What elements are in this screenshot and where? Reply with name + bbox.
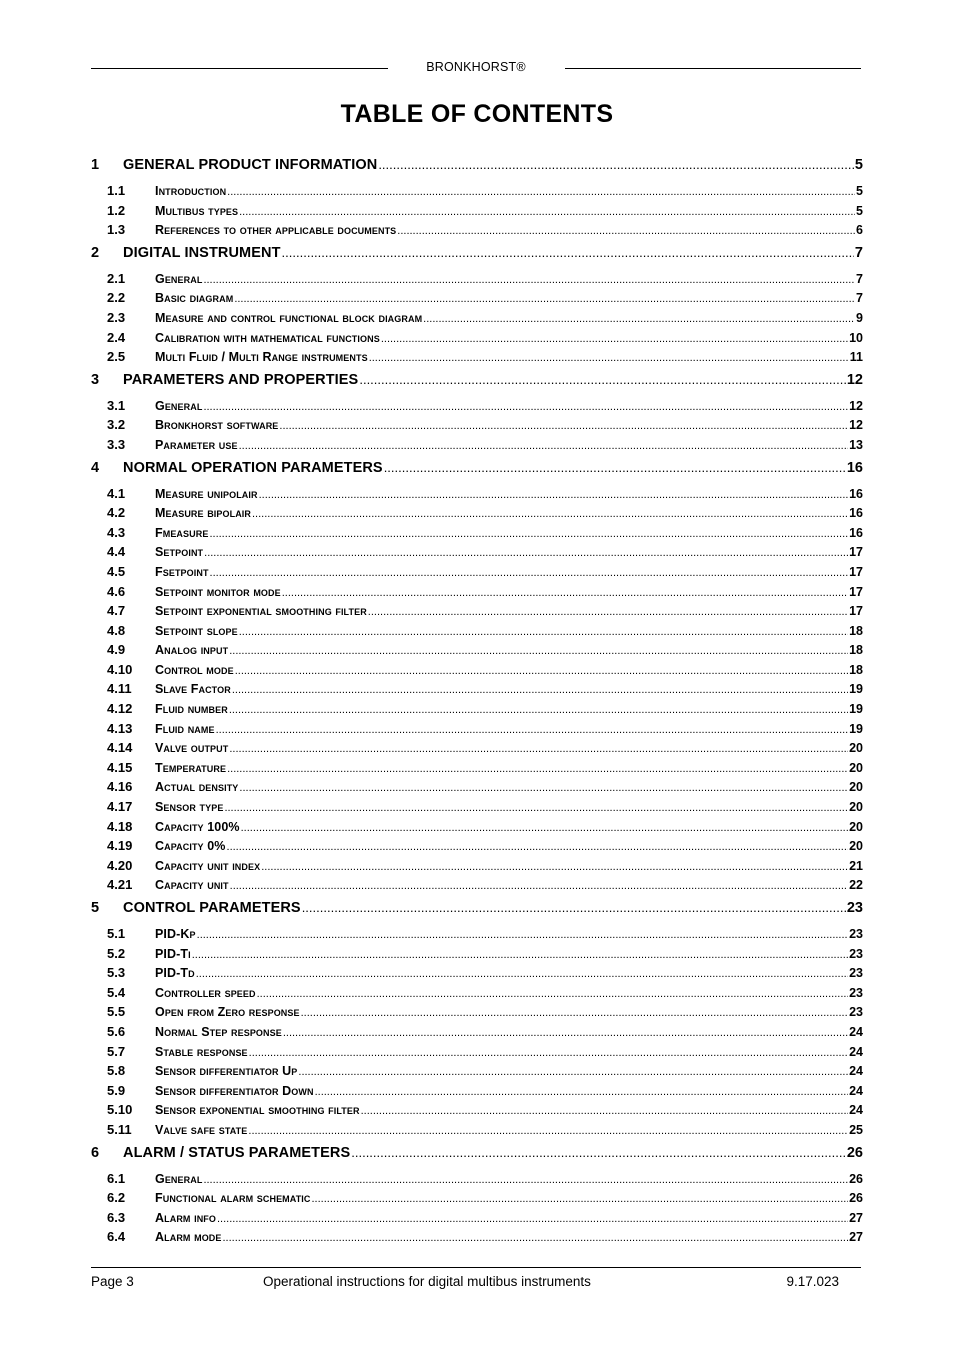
toc-section-entry[interactable] bbox=[91, 398, 863, 418]
toc-dot-leader bbox=[209, 528, 848, 540]
toc-entry-title: Temperature bbox=[155, 760, 227, 775]
toc-entry-number: 4.6 bbox=[107, 583, 126, 599]
toc-entry-title: General bbox=[155, 398, 203, 413]
toc-dot-leader bbox=[298, 1066, 848, 1078]
toc-section-entry[interactable] bbox=[91, 838, 863, 858]
toc-entry-title: Alarm mode bbox=[155, 1230, 222, 1245]
toc-entry-title: Multibus types bbox=[155, 203, 239, 218]
toc-entry-page-number: 17 bbox=[849, 584, 863, 599]
toc-entry-title: PID-Kp bbox=[155, 927, 196, 941]
toc-dot-leader bbox=[302, 900, 846, 915]
toc-entry-number: 4.21 bbox=[107, 877, 133, 893]
footer-document-title: Operational instructions for digital multibus instruments bbox=[263, 1274, 591, 1289]
toc-dot-leader bbox=[282, 587, 848, 599]
toc-entry-title: Sensor differentiator Down bbox=[155, 1083, 314, 1098]
toc-entry-number: 5.1 bbox=[107, 926, 126, 941]
toc-section-entry[interactable] bbox=[91, 417, 863, 437]
toc-dot-leader bbox=[227, 841, 849, 853]
toc-dot-leader bbox=[261, 861, 848, 873]
toc-entry-title: ALARM / STATUS PARAMETERS bbox=[123, 1144, 351, 1161]
toc-entry-page-number: 23 bbox=[849, 1005, 863, 1020]
toc-entry-number: 3.1 bbox=[107, 397, 126, 413]
toc-dot-leader bbox=[369, 352, 849, 364]
toc-entry-page-number: 10 bbox=[849, 330, 863, 345]
toc-entry-title: PID-Ti bbox=[155, 946, 191, 961]
toc-entry-title: Valve safe state bbox=[155, 1122, 248, 1137]
toc-entry-page-number: 27 bbox=[849, 1210, 863, 1225]
toc-entry-page-number: 17 bbox=[849, 545, 863, 560]
toc-entry-page-number: 20 bbox=[849, 741, 863, 756]
toc-entry-title: Measure unipolair bbox=[155, 486, 258, 501]
toc-dot-leader bbox=[368, 606, 848, 618]
toc-entry-number: 2.3 bbox=[107, 309, 126, 325]
toc-section-entry[interactable] bbox=[91, 1122, 863, 1142]
toc-entry-page-number: 12 bbox=[846, 371, 863, 388]
toc-entry-number: 4.1 bbox=[107, 485, 126, 501]
toc-entry-page-number: 26 bbox=[846, 1144, 863, 1161]
toc-entry-page-number: 12 bbox=[849, 418, 863, 433]
toc-entry-page-number: 7 bbox=[856, 271, 863, 286]
toc-dot-leader bbox=[192, 949, 848, 961]
toc-entry-page-number: 5 bbox=[856, 184, 863, 198]
toc-entry-number: 5.3 bbox=[107, 965, 126, 981]
toc-entry-page-number: 23 bbox=[849, 985, 863, 1000]
toc-entry-page-number: 22 bbox=[849, 878, 863, 893]
toc-dot-leader bbox=[196, 968, 848, 980]
toc-entry-page-number: 23 bbox=[849, 927, 863, 941]
toc-entry-title: Setpoint monitor mode bbox=[155, 584, 281, 599]
toc-section-entry[interactable] bbox=[91, 203, 863, 223]
toc-entry-title: Setpoint slope bbox=[155, 623, 238, 638]
toc-section-entry[interactable] bbox=[91, 525, 863, 545]
toc-dot-leader bbox=[229, 645, 848, 657]
toc-entry-page-number: 7 bbox=[854, 244, 863, 261]
toc-entry-title: Measure and control functional block diagram bbox=[155, 310, 423, 325]
toc-section-entry[interactable] bbox=[91, 721, 863, 741]
toc-entry-page-number: 24 bbox=[849, 1064, 863, 1079]
toc-entry-page-number: 16 bbox=[849, 486, 863, 501]
toc-entry-page-number: 24 bbox=[849, 1044, 863, 1059]
toc-entry-title: Stable response bbox=[155, 1044, 248, 1059]
toc-entry-title: PID-Td bbox=[155, 966, 195, 981]
toc-entry-title: Parameter use bbox=[155, 437, 238, 452]
toc-entry-title: Sensor differentiator Up bbox=[155, 1064, 298, 1079]
toc-entry-title: Capacity 0% bbox=[155, 839, 226, 854]
toc-entry-title: NORMAL OPERATION PARAMETERS bbox=[123, 459, 383, 476]
toc-section-entry[interactable] bbox=[91, 1024, 863, 1044]
toc-entry-title: Capacity 100% bbox=[155, 819, 240, 834]
toc-dot-leader bbox=[359, 372, 846, 387]
toc-section-entry[interactable] bbox=[91, 926, 863, 946]
toc-entry-title: Calibration with mathematical functions bbox=[155, 330, 380, 345]
toc-section-entry[interactable] bbox=[91, 1044, 863, 1064]
toc-dot-leader bbox=[282, 245, 854, 260]
toc-entry-title: Slave Factor bbox=[155, 682, 231, 697]
toc-section-entry[interactable] bbox=[91, 877, 863, 897]
toc-entry-title: Functional alarm schematic bbox=[155, 1191, 311, 1206]
toc-entry-title: Normal Step response bbox=[155, 1024, 282, 1039]
toc-section-entry[interactable] bbox=[91, 1063, 863, 1083]
toc-dot-leader bbox=[351, 1145, 846, 1160]
toc-entry-number: 4.7 bbox=[107, 603, 126, 619]
toc-entry-page-number: 20 bbox=[849, 839, 863, 854]
toc-entry-page-number: 16 bbox=[846, 459, 863, 476]
toc-entry-title: Controller speed bbox=[155, 985, 256, 1000]
toc-dot-leader bbox=[301, 1007, 848, 1019]
toc-entry-title: Capacity unit bbox=[155, 878, 229, 893]
toc-section-entry[interactable] bbox=[91, 1004, 863, 1024]
toc-chapter-entry[interactable] bbox=[91, 372, 863, 392]
toc-entry-title: PARAMETERS AND PROPERTIES bbox=[123, 371, 359, 388]
toc-dot-leader bbox=[312, 1193, 849, 1205]
header-rule-right bbox=[565, 68, 861, 69]
toc-entry-title: Introduction bbox=[155, 184, 227, 198]
toc-entry-page-number: 21 bbox=[849, 858, 863, 873]
toc-dot-leader bbox=[216, 724, 848, 736]
toc-entry-number: 6.3 bbox=[107, 1209, 126, 1225]
toc-entry-number: 2.2 bbox=[107, 290, 126, 306]
toc-dot-leader bbox=[223, 1232, 849, 1244]
toc-section-entry[interactable] bbox=[91, 330, 863, 350]
toc-entry-number: 5.10 bbox=[107, 1102, 133, 1118]
toc-dot-leader bbox=[203, 401, 848, 413]
toc-dot-leader bbox=[234, 293, 855, 305]
toc-dot-leader bbox=[378, 157, 854, 172]
toc-entry-title: Basic diagram bbox=[155, 291, 234, 306]
toc-section-entry[interactable] bbox=[91, 222, 863, 242]
toc-entry-page-number: 5 bbox=[854, 157, 863, 173]
toc-entry-number: 4.3 bbox=[107, 524, 126, 540]
toc-dot-leader bbox=[232, 684, 848, 696]
toc-entry-number: 4.17 bbox=[107, 799, 133, 815]
toc-dot-leader bbox=[257, 988, 848, 1000]
toc-entry-title: General bbox=[155, 271, 203, 286]
toc-dot-leader bbox=[239, 626, 848, 638]
toc-dot-leader bbox=[252, 508, 848, 520]
toc-entry-number: 3.3 bbox=[107, 436, 126, 452]
toc-dot-leader bbox=[381, 333, 848, 345]
toc-section-entry[interactable] bbox=[91, 681, 863, 701]
toc-entry-title: Measure bipolair bbox=[155, 506, 251, 521]
toc-entry-number: 5.8 bbox=[107, 1063, 126, 1079]
toc-entry-page-number: 11 bbox=[849, 350, 863, 365]
toc-entry-number: 5.11 bbox=[107, 1121, 132, 1137]
toc-entry-number: 4.4 bbox=[107, 544, 126, 560]
toc-section-entry[interactable] bbox=[91, 799, 863, 819]
footer-page-number: Page 3 bbox=[91, 1274, 134, 1289]
toc-dot-leader bbox=[227, 186, 855, 198]
toc-entry-number: 4.20 bbox=[107, 857, 133, 873]
toc-section-entry[interactable] bbox=[91, 740, 863, 760]
toc-entry-number: 1 bbox=[91, 157, 100, 173]
toc-dot-leader bbox=[210, 567, 849, 579]
toc-section-entry[interactable] bbox=[91, 1229, 863, 1249]
toc-entry-title: CONTROL PARAMETERS bbox=[123, 900, 301, 916]
toc-dot-leader bbox=[229, 743, 848, 755]
toc-entry-number: 2 bbox=[91, 244, 100, 261]
toc-section-entry[interactable] bbox=[91, 1190, 863, 1210]
toc-entry-number: 5.6 bbox=[107, 1023, 126, 1039]
toc-entry-number: 6 bbox=[91, 1144, 100, 1161]
toc-dot-leader bbox=[315, 1086, 849, 1098]
toc-section-entry[interactable] bbox=[91, 662, 863, 682]
toc-entry-title: Actual density bbox=[155, 780, 239, 795]
toc-dot-leader bbox=[239, 206, 855, 218]
toc-section-entry[interactable] bbox=[91, 760, 863, 780]
toc-entry-page-number: 16 bbox=[849, 506, 863, 521]
toc-entry-title: DIGITAL INSTRUMENT bbox=[123, 244, 281, 261]
toc-entry-title: Sensor type bbox=[155, 800, 224, 815]
toc-dot-leader bbox=[224, 802, 848, 814]
toc-entry-title: Sensor exponential smoothing filter bbox=[155, 1103, 360, 1118]
toc-section-entry[interactable] bbox=[91, 183, 863, 203]
toc-entry-title: Capacity unit index bbox=[155, 858, 261, 873]
toc-entry-number: 4.15 bbox=[107, 759, 133, 775]
toc-entry-title: Valve output bbox=[155, 741, 229, 756]
toc-entry-number: 4.18 bbox=[107, 818, 133, 834]
toc-entry-page-number: 19 bbox=[849, 682, 863, 697]
toc-section-entry[interactable] bbox=[91, 290, 863, 310]
toc-dot-leader bbox=[197, 929, 848, 941]
toc-dot-leader bbox=[239, 782, 848, 794]
toc-entry-number: 6.4 bbox=[107, 1229, 126, 1245]
toc-entry-number: 5.5 bbox=[107, 1004, 126, 1020]
toc-entry-page-number: 5 bbox=[856, 203, 863, 218]
toc-section-entry[interactable] bbox=[91, 985, 863, 1005]
toc-section-entry[interactable] bbox=[91, 858, 863, 878]
toc-entry-title: Multi Fluid / Multi Range instruments bbox=[155, 350, 368, 365]
toc-section-entry[interactable] bbox=[91, 623, 863, 643]
toc-entry-page-number: 18 bbox=[849, 623, 863, 638]
toc-section-entry[interactable] bbox=[91, 584, 863, 604]
toc-entry-page-number: 17 bbox=[849, 564, 863, 579]
toc-entry-page-number: 23 bbox=[846, 900, 863, 916]
toc-entry-page-number: 20 bbox=[849, 819, 863, 834]
toc-entry-title: GENERAL PRODUCT INFORMATION bbox=[123, 157, 378, 173]
toc-section-entry[interactable] bbox=[91, 564, 863, 584]
toc-entry-number: 4.11 bbox=[107, 681, 132, 697]
toc-dot-leader bbox=[384, 460, 846, 475]
toc-section-entry[interactable] bbox=[91, 437, 863, 457]
page-header bbox=[91, 58, 861, 78]
toc-entry-number: 4.16 bbox=[107, 779, 133, 795]
toc-section-entry[interactable] bbox=[91, 1083, 863, 1103]
toc-entry-number: 4.14 bbox=[107, 740, 133, 756]
toc-dot-leader bbox=[203, 1174, 848, 1186]
toc-entry-page-number: 13 bbox=[849, 437, 863, 452]
toc-dot-leader bbox=[203, 274, 855, 286]
toc-entry-page-number: 27 bbox=[849, 1230, 863, 1245]
toc-dot-leader bbox=[217, 1213, 848, 1225]
toc-dot-leader bbox=[249, 1047, 848, 1059]
toc-section-entry[interactable] bbox=[91, 486, 863, 506]
toc-entry-page-number: 24 bbox=[849, 1083, 863, 1098]
toc-entry-page-number: 19 bbox=[849, 702, 863, 717]
toc-section-entry[interactable] bbox=[91, 965, 863, 985]
toc-entry-page-number: 20 bbox=[849, 800, 863, 815]
toc-entry-title: Bronkhorst software bbox=[155, 418, 279, 433]
toc-entry-title: Setpoint bbox=[155, 545, 204, 560]
toc-dot-leader bbox=[279, 420, 848, 432]
toc-entry-page-number: 18 bbox=[849, 643, 863, 658]
toc-entry-title: Fluid name bbox=[155, 721, 215, 736]
toc-entry-page-number: 20 bbox=[849, 760, 863, 775]
toc-entry-number: 5.7 bbox=[107, 1043, 126, 1059]
toc-entry-title: Setpoint exponential smoothing filter bbox=[155, 604, 367, 619]
toc-section-entry[interactable] bbox=[91, 701, 863, 721]
toc-entry-number: 5.2 bbox=[107, 945, 126, 961]
toc-entry-number: 5 bbox=[91, 900, 100, 916]
header-brand: BRONKHORST® bbox=[426, 60, 526, 74]
toc-entry-number: 4.5 bbox=[107, 563, 126, 579]
toc-dot-leader bbox=[230, 880, 848, 892]
toc-entry-number: 4 bbox=[91, 459, 100, 476]
toc-entry-page-number: 17 bbox=[849, 604, 863, 619]
toc-entry-page-number: 23 bbox=[849, 966, 863, 981]
toc-entry-number: 1.2 bbox=[107, 202, 126, 218]
toc-entry-number: 1.1 bbox=[107, 183, 126, 198]
toc-entry-number: 4.12 bbox=[107, 701, 133, 717]
footer-document-number: 9.17.023 bbox=[786, 1274, 839, 1289]
toc-entry-title: Analog input bbox=[155, 643, 229, 658]
toc-section-entry[interactable] bbox=[91, 819, 863, 839]
toc-entry-number: 4.19 bbox=[107, 838, 133, 854]
toc-entry-page-number: 19 bbox=[849, 721, 863, 736]
toc-entry-number: 1.3 bbox=[107, 222, 126, 238]
toc-entry-page-number: 16 bbox=[849, 525, 863, 540]
toc-chapter-entry[interactable] bbox=[91, 1145, 863, 1165]
toc-dot-leader bbox=[239, 440, 848, 452]
table-of-contents bbox=[91, 157, 863, 1249]
toc-dot-leader bbox=[204, 547, 848, 559]
toc-dot-leader bbox=[259, 489, 849, 501]
toc-section-entry[interactable] bbox=[91, 603, 863, 623]
toc-entry-title: Alarm info bbox=[155, 1210, 216, 1225]
toc-entry-number: 4.13 bbox=[107, 720, 133, 736]
toc-dot-leader bbox=[248, 1125, 848, 1137]
toc-section-entry[interactable] bbox=[91, 544, 863, 564]
toc-dot-leader bbox=[397, 225, 855, 237]
toc-entry-page-number: 6 bbox=[856, 223, 863, 238]
toc-section-entry[interactable] bbox=[91, 779, 863, 799]
toc-entry-title: Control mode bbox=[155, 662, 234, 677]
toc-dot-leader bbox=[283, 1027, 848, 1039]
toc-entry-number: 3 bbox=[91, 371, 100, 388]
toc-entry-page-number: 7 bbox=[856, 291, 863, 306]
toc-section-entry[interactable] bbox=[91, 946, 863, 966]
toc-entry-page-number: 25 bbox=[849, 1122, 863, 1137]
toc-entry-title: Fsetpoint bbox=[155, 564, 209, 579]
toc-entry-number: 2.5 bbox=[107, 349, 126, 365]
toc-chapter-entry[interactable] bbox=[91, 245, 863, 265]
toc-section-entry[interactable] bbox=[91, 1102, 863, 1122]
toc-section-entry[interactable] bbox=[91, 1210, 863, 1230]
toc-entry-number: 4.8 bbox=[107, 622, 126, 638]
toc-dot-leader bbox=[361, 1105, 849, 1117]
toc-entry-number: 5.9 bbox=[107, 1082, 126, 1098]
page-footer bbox=[91, 1267, 861, 1298]
toc-section-entry[interactable] bbox=[91, 1171, 863, 1191]
toc-entry-page-number: 20 bbox=[849, 780, 863, 795]
toc-entry-page-number: 9 bbox=[856, 310, 863, 325]
toc-chapter-entry[interactable] bbox=[91, 460, 863, 480]
toc-entry-number: 4.10 bbox=[107, 661, 133, 677]
toc-dot-leader bbox=[229, 704, 848, 716]
toc-entry-number: 3.2 bbox=[107, 417, 126, 433]
toc-section-entry[interactable] bbox=[91, 349, 863, 369]
toc-section-entry[interactable] bbox=[91, 310, 863, 330]
toc-entry-page-number: 26 bbox=[849, 1191, 863, 1206]
toc-entry-page-number: 12 bbox=[849, 398, 863, 413]
toc-entry-page-number: 23 bbox=[849, 946, 863, 961]
toc-chapter-entry[interactable] bbox=[91, 157, 863, 177]
toc-entry-page-number: 24 bbox=[849, 1024, 863, 1039]
toc-section-entry[interactable] bbox=[91, 271, 863, 291]
toc-entry-number: 2.4 bbox=[107, 329, 126, 345]
toc-entry-number: 4.2 bbox=[107, 505, 126, 521]
toc-chapter-entry[interactable] bbox=[91, 900, 863, 920]
toc-section-entry[interactable] bbox=[91, 505, 863, 525]
toc-dot-leader bbox=[227, 763, 848, 775]
toc-entry-title: Fmeasure bbox=[155, 525, 209, 540]
toc-entry-title: Fluid number bbox=[155, 702, 228, 717]
toc-entry-number: 2.1 bbox=[107, 270, 126, 286]
toc-entry-page-number: 26 bbox=[849, 1171, 863, 1186]
toc-entry-number: 6.2 bbox=[107, 1190, 126, 1206]
toc-entry-page-number: 24 bbox=[849, 1103, 863, 1118]
toc-dot-leader bbox=[235, 665, 848, 677]
toc-entry-title: References to other applicable documents bbox=[155, 223, 397, 238]
toc-entry-number: 4.9 bbox=[107, 642, 126, 658]
toc-entry-number: 6.1 bbox=[107, 1170, 126, 1186]
page-title: TABLE OF CONTENTS bbox=[340, 100, 614, 128]
toc-section-entry[interactable] bbox=[91, 642, 863, 662]
toc-dot-leader bbox=[241, 822, 848, 834]
toc-entry-number: 5.4 bbox=[107, 984, 126, 1000]
toc-dot-leader bbox=[423, 313, 855, 325]
toc-entry-title: General bbox=[155, 1171, 203, 1186]
toc-entry-page-number: 18 bbox=[849, 662, 863, 677]
toc-entry-title: Open from Zero response bbox=[155, 1005, 300, 1020]
